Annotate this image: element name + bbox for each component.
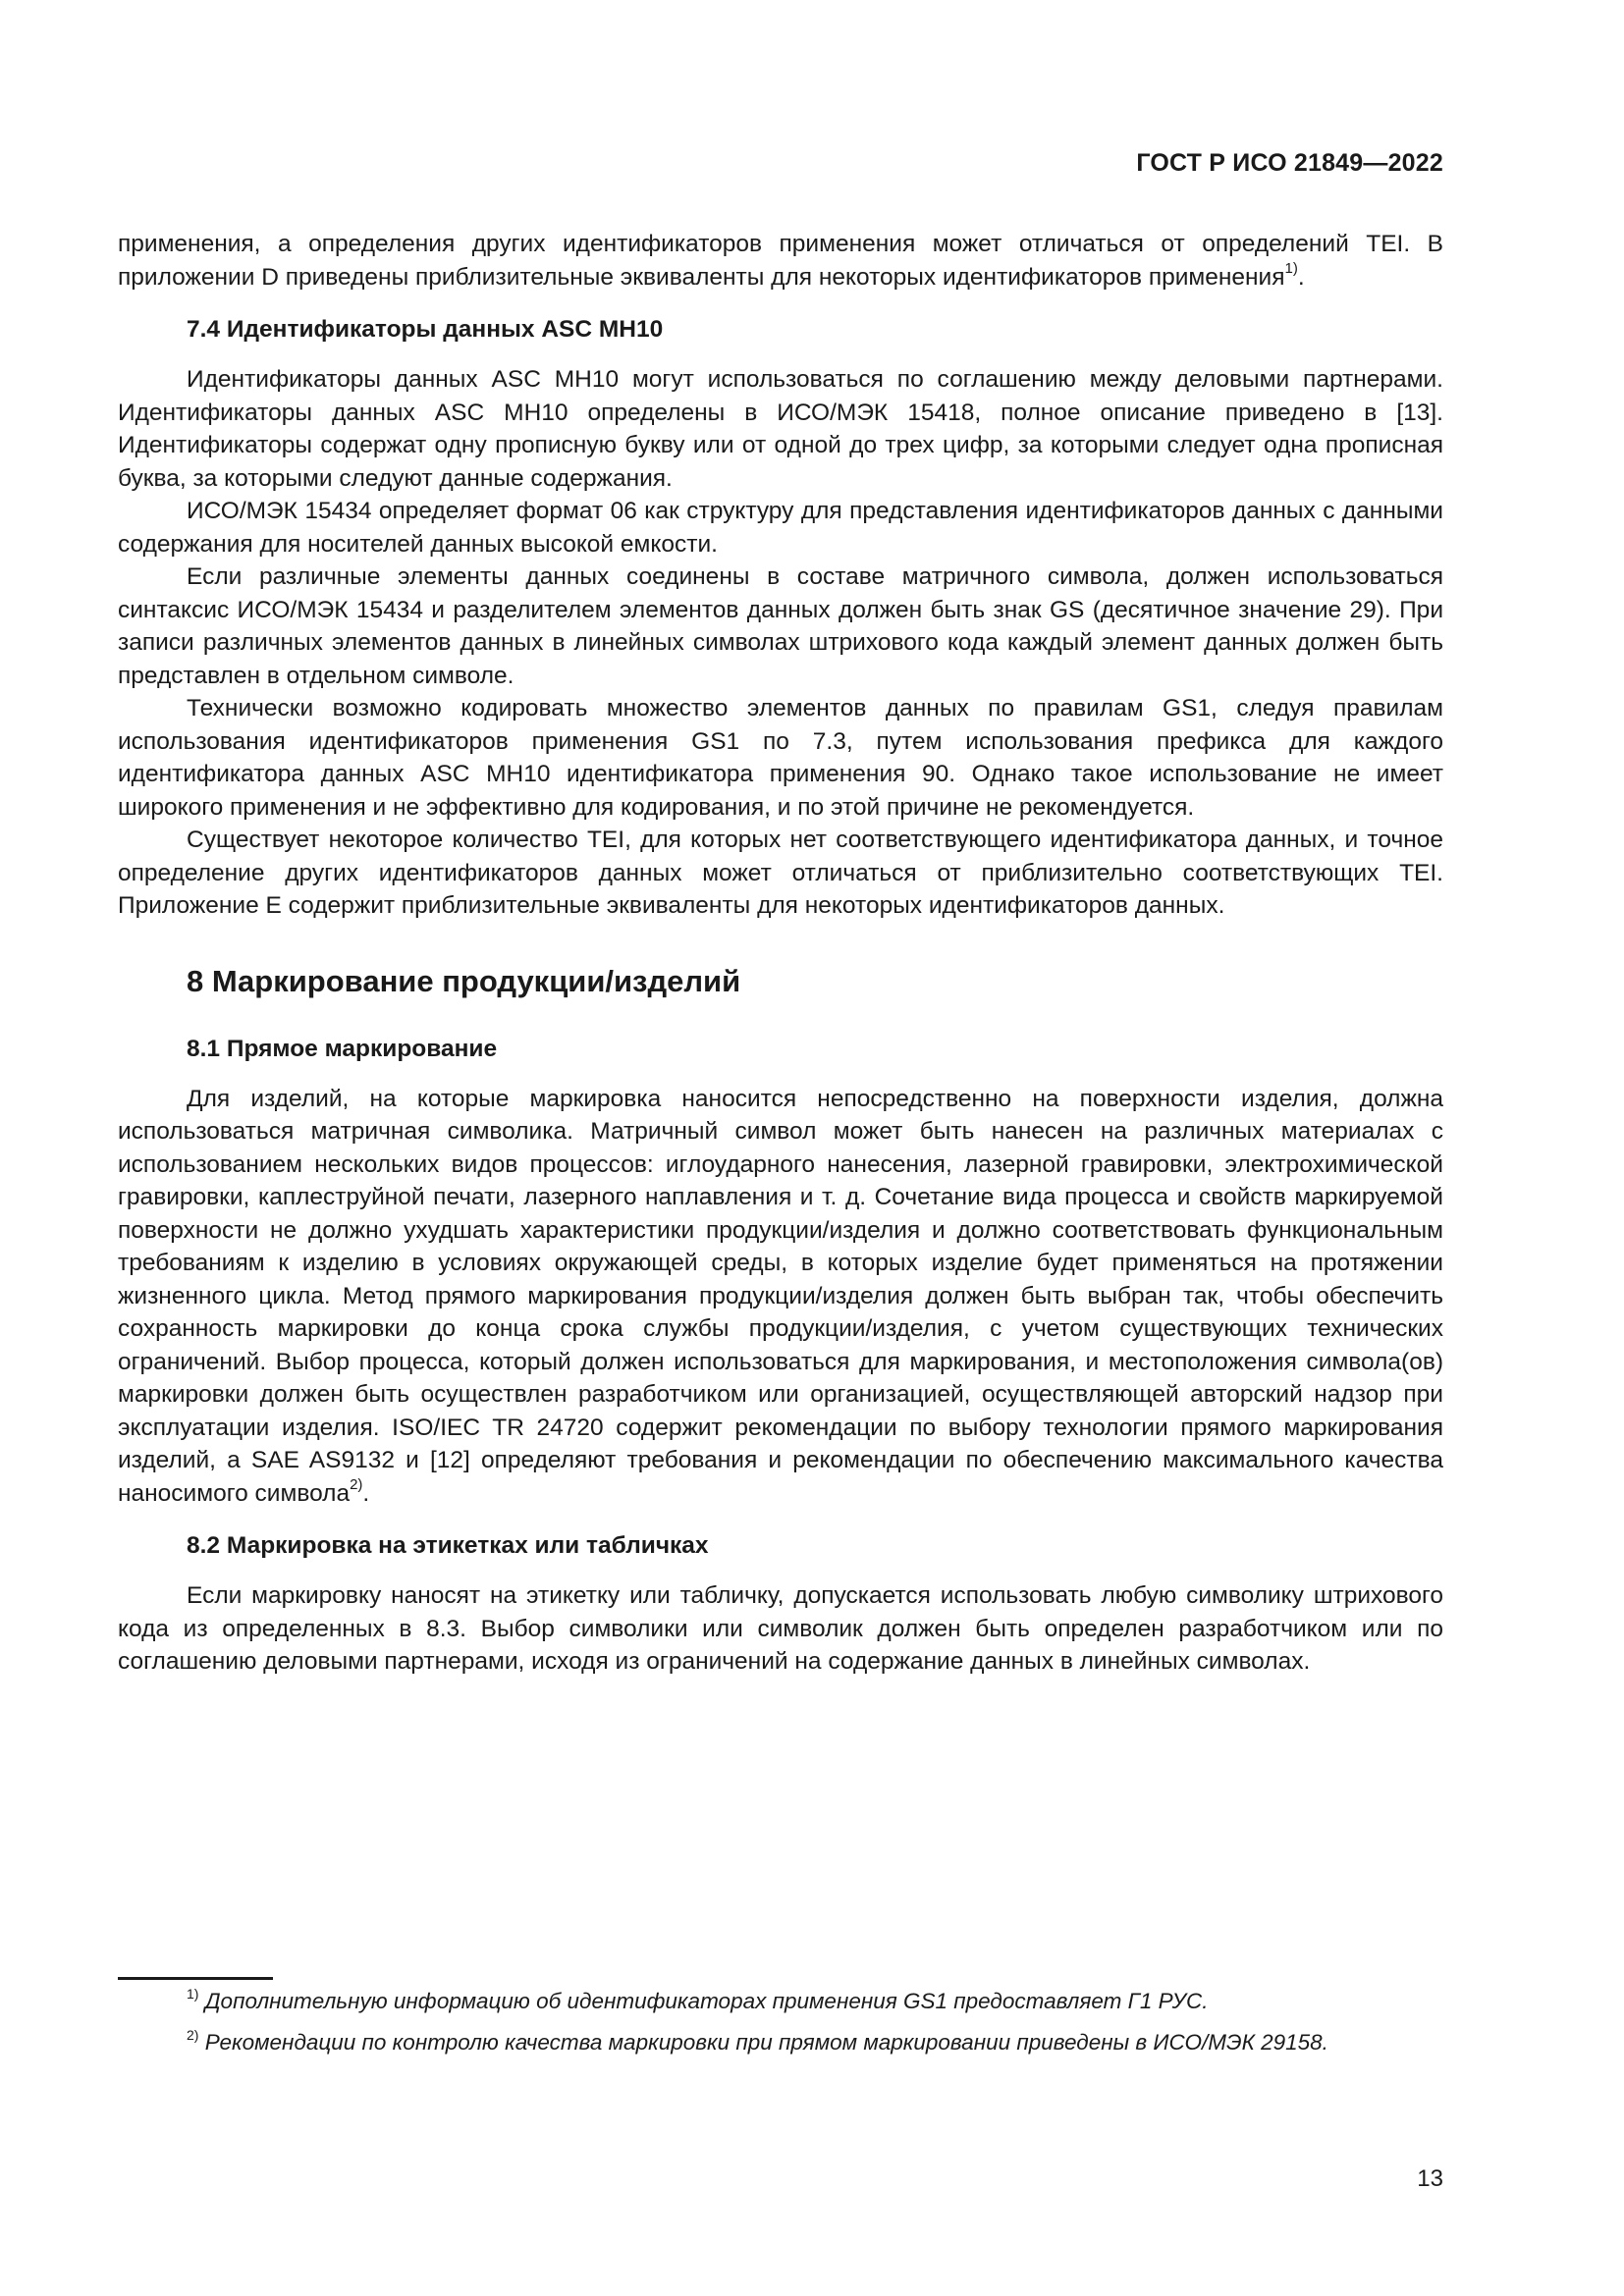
section-8-1-heading: 8.1 Прямое маркирование — [187, 1035, 498, 1062]
section-7-4-heading: 7.4 Идентификаторы данных ASC MH10 — [187, 316, 664, 343]
intro-text: применения, а определения других идентификаторов применения может отличаться от определений TEI. В приложении D приведены приблизительные эквиваленты для некоторых идентификаторов применения — [118, 231, 1443, 291]
footnote-marker: 2) — [187, 2026, 199, 2043]
section-8-heading: 8 Маркирование продукции/изделий — [187, 963, 741, 998]
footnotes — [118, 1987, 1443, 2069]
section-8-1-end: . — [362, 1479, 370, 1507]
page-number: 13 — [1417, 2165, 1443, 2192]
footnote-2 — [118, 2028, 1443, 2057]
footnote-text: Дополнительную информацию об идентификаторах применения GS1 предоставляет Г1 РУС. — [204, 1989, 1209, 2013]
footnote-divider — [118, 1977, 273, 1980]
section-7-4-paragraph: Идентификаторы данных ASC MH10 могут использоваться по соглашению между деловыми партнерами. Идентификаторы данных ASC MH10 определены в ИСО/МЭК 15418, полное описание приведено в [13]. Идентификаторы содержат одну прописную букву или от одной до трех цифр, за которыми следует одна прописная буква, за которыми следуют данные содержания. — [118, 366, 1443, 492]
section-8-2-heading: 8.2 Маркировка на этикетках или табличках — [187, 1532, 709, 1559]
section-7-4-paragraph: Если различные элементы данных соединены в составе матричного символа, должен использоваться синтаксис ИСО/МЭК 15434 и разделителем элементов данных должен быть знак GS (десятичное значение 29). При записи различных элементов данных в линейных символах штрихового кода каждый элемент данных должен быть представлен в отдельном символе. — [118, 563, 1443, 689]
intro-end: . — [1297, 263, 1305, 291]
footnote-text: Рекомендации по контролю качества маркировки при прямом маркировании приведены в ИСО/МЭК 29158. — [204, 2030, 1328, 2055]
section-7-4-paragraph: Существует некоторое количество TEI, для которых нет соответствующего идентификатора данных, и точное определение других идентификаторов данных может отличаться от приблизительно соответствующих TEI. Приложение Е содержит приблизительные эквиваленты для некоторых идентификаторов данных. — [118, 827, 1443, 919]
page-content — [118, 228, 1443, 1679]
section-7-4-paragraph: Технически возможно кодировать множество элементов данных по правилам GS1, следуя правилам использования идентификаторов применения GS1 по 7.3, путем использования префикса для каждого идентификатора данных ASC MH10 идентификатора применения 90. Однако такое использование не имеет широкого применения и не эффективно для кодирования, и по этой причине не рекомендуется. — [118, 695, 1443, 821]
footnote-ref-1: 1) — [1284, 260, 1298, 278]
section-8-1-paragraph — [118, 1083, 1443, 1511]
footnote-ref-2: 2) — [350, 1476, 363, 1494]
intro-paragraph — [118, 228, 1443, 294]
section-8-2-paragraph: Если маркировку наносят на этикетку или табличку, допускается использовать любую символику штрихового кода из определенных в 8.3. Выбор символики или символик должен быть определен разработчиком или по соглашению деловыми партнерами, исходя из ограничений на содержание данных в линейных символах. — [118, 1582, 1443, 1675]
footnote-1 — [118, 1987, 1443, 2016]
standard-code-header: ГОСТ Р ИСО 21849—2022 — [1136, 149, 1443, 177]
section-7-4-paragraph: ИСО/МЭК 15434 определяет формат 06 как структуру для представления идентификаторов данных с данными содержания для носителей данных высокой емкости. — [118, 498, 1443, 558]
footnote-marker: 1) — [187, 1985, 199, 2002]
section-8-1-text: Для изделий, на которые маркировка наносится непосредственно на поверхности изделия, должна использоваться матричная символика. Матричный символ может быть нанесен на различных материалах с использованием нескольких видов процессов: иглоударного нанесения, лазерной гравировки, электрохимической гравировки, каплеструйной печати, лазерного наплавления и т. д. Сочетание вида процесса и свойств маркируемой поверхности не должно ухудшать характеристики продукции/изделия и должно соответствовать функциональным требованиям к изделию в условиях окружающей среды, в которых изделие будет применяться на протяжении жизненного цикла. Метод прямого маркирования продукции/изделия должен быть выбран так, чтобы обеспечить сохранность маркировки до конца срока службы продукции/изделия, с учетом существующих технических ограничений. Выбор процесса, который должен использоваться для маркирования, и местоположения символа(ов) маркировки должен быть осуществлен разработчиком или организацией, осуществляющей авторский надзор при эксплуатации изделия. ISO/IEC TR 24720 содержит рекомендации по выбору технологии прямого маркирования изделий, а SAE AS9132 и [12] определяют требования и рекомендации по обеспечению максимального качества наносимого символа — [118, 1085, 1443, 1507]
